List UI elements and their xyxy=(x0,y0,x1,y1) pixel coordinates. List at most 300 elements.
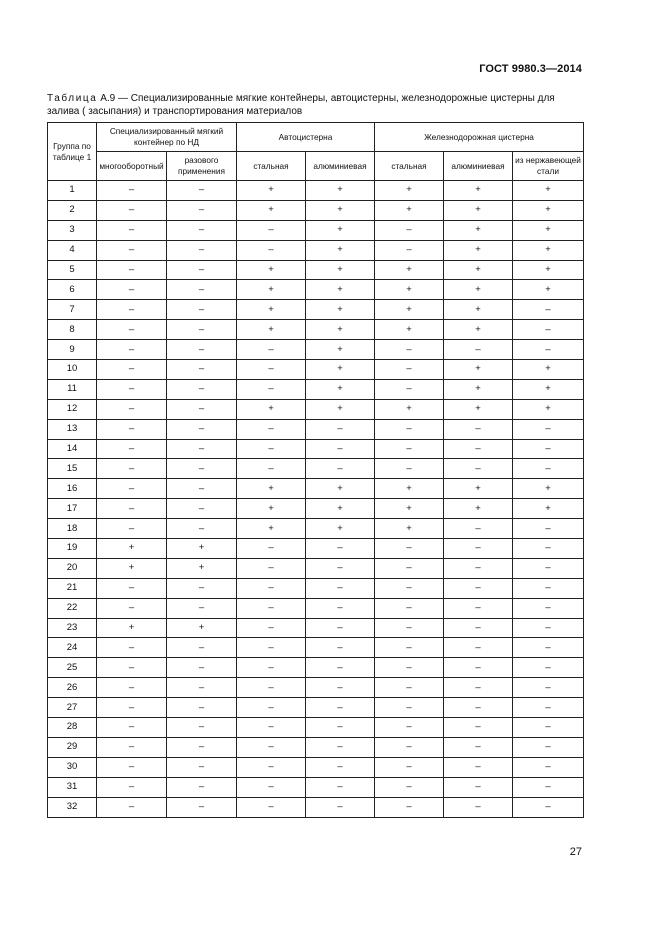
rail-steel-cell: – xyxy=(375,718,444,738)
rail-aluminium-cell: + xyxy=(444,220,513,240)
single-use-cell: – xyxy=(167,399,237,419)
rail-aluminium-cell: + xyxy=(444,479,513,499)
reusable-cell: – xyxy=(97,678,167,698)
rail-stainless-cell: – xyxy=(513,638,584,658)
table-row xyxy=(48,678,584,698)
reusable-cell: – xyxy=(97,638,167,658)
rail-steel-cell: – xyxy=(375,658,444,678)
table-row xyxy=(48,797,584,817)
road-aluminium-cell: + xyxy=(306,360,375,380)
header-road-tanker: Автоцистерна xyxy=(237,123,375,152)
road-steel-cell: – xyxy=(237,678,306,698)
table-row xyxy=(48,360,584,380)
road-aluminium-cell: – xyxy=(306,698,375,718)
table-row xyxy=(48,718,584,738)
single-use-cell: – xyxy=(167,379,237,399)
group-number-cell: 21 xyxy=(48,578,97,598)
road-steel-cell: – xyxy=(237,419,306,439)
road-steel-cell: – xyxy=(237,757,306,777)
road-aluminium-cell: – xyxy=(306,718,375,738)
table-row xyxy=(48,658,584,678)
rail-stainless-cell: + xyxy=(513,479,584,499)
rail-stainless-cell: – xyxy=(513,718,584,738)
rail-steel-cell: – xyxy=(375,618,444,638)
header-soft-container: Специализированный мягкий контейнер по НД xyxy=(97,123,237,152)
group-number-cell: 26 xyxy=(48,678,97,698)
road-aluminium-cell: – xyxy=(306,598,375,618)
single-use-cell: – xyxy=(167,280,237,300)
group-number-cell: 19 xyxy=(48,539,97,559)
rail-steel-cell: + xyxy=(375,519,444,539)
table-row xyxy=(48,618,584,638)
single-use-cell: – xyxy=(167,340,237,360)
rail-aluminium-cell: + xyxy=(444,320,513,340)
road-aluminium-cell: – xyxy=(306,737,375,757)
reusable-cell: – xyxy=(97,439,167,459)
rail-stainless-cell: + xyxy=(513,220,584,240)
rail-stainless-cell: – xyxy=(513,300,584,320)
group-number-cell: 18 xyxy=(48,519,97,539)
single-use-cell: – xyxy=(167,757,237,777)
road-steel-cell: + xyxy=(237,280,306,300)
rail-aluminium-cell: – xyxy=(444,737,513,757)
single-use-cell: – xyxy=(167,459,237,479)
table-row xyxy=(48,419,584,439)
rail-stainless-cell: + xyxy=(513,499,584,519)
subheader-rail-stainless: из нержавеющей стали xyxy=(513,152,584,181)
single-use-cell: + xyxy=(167,539,237,559)
rail-steel-cell: – xyxy=(375,340,444,360)
road-steel-cell: – xyxy=(237,558,306,578)
group-number-cell: 23 xyxy=(48,618,97,638)
rail-stainless-cell: – xyxy=(513,459,584,479)
group-number-cell: 22 xyxy=(48,598,97,618)
rail-steel-cell: – xyxy=(375,757,444,777)
rail-steel-cell: – xyxy=(375,638,444,658)
road-steel-cell: + xyxy=(237,399,306,419)
rail-aluminium-cell: – xyxy=(444,519,513,539)
group-number-cell: 7 xyxy=(48,300,97,320)
document-id: ГОСТ 9980.3—2014 xyxy=(479,63,582,75)
rail-stainless-cell: – xyxy=(513,737,584,757)
reusable-cell: – xyxy=(97,479,167,499)
road-steel-cell: – xyxy=(237,340,306,360)
rail-steel-cell: + xyxy=(375,260,444,280)
reusable-cell: – xyxy=(97,777,167,797)
single-use-cell: – xyxy=(167,479,237,499)
single-use-cell: – xyxy=(167,578,237,598)
road-aluminium-cell: – xyxy=(306,539,375,559)
reusable-cell: – xyxy=(97,379,167,399)
rail-steel-cell: – xyxy=(375,578,444,598)
rail-stainless-cell: – xyxy=(513,678,584,698)
rail-aluminium-cell: – xyxy=(444,777,513,797)
single-use-cell: – xyxy=(167,320,237,340)
single-use-cell: – xyxy=(167,598,237,618)
rail-stainless-cell: – xyxy=(513,618,584,638)
table-row xyxy=(48,777,584,797)
table-row xyxy=(48,320,584,340)
group-number-cell: 15 xyxy=(48,459,97,479)
group-number-cell: 30 xyxy=(48,757,97,777)
rail-steel-cell: – xyxy=(375,777,444,797)
reusable-cell: – xyxy=(97,718,167,738)
single-use-cell: – xyxy=(167,200,237,220)
reusable-cell: – xyxy=(97,300,167,320)
rail-steel-cell: – xyxy=(375,698,444,718)
reusable-cell: – xyxy=(97,220,167,240)
rail-stainless-cell: – xyxy=(513,558,584,578)
road-steel-cell: – xyxy=(237,797,306,817)
rail-steel-cell: + xyxy=(375,181,444,201)
group-number-cell: 25 xyxy=(48,658,97,678)
reusable-cell: – xyxy=(97,320,167,340)
rail-stainless-cell: – xyxy=(513,777,584,797)
rail-aluminium-cell: + xyxy=(444,300,513,320)
group-number-cell: 31 xyxy=(48,777,97,797)
table-row xyxy=(48,181,584,201)
reusable-cell: – xyxy=(97,578,167,598)
single-use-cell: – xyxy=(167,419,237,439)
road-steel-cell: – xyxy=(237,618,306,638)
reusable-cell: + xyxy=(97,558,167,578)
table-caption-text: А.9 — Специализированные мягкие контейнеры, автоцистерны, железнодорожные цистерны для залива ( засыпания) и транспортирования материалов xyxy=(47,93,555,117)
rail-aluminium-cell: – xyxy=(444,439,513,459)
table-row xyxy=(48,638,584,658)
table-row xyxy=(48,439,584,459)
road-aluminium-cell: + xyxy=(306,399,375,419)
table-row xyxy=(48,240,584,260)
subheader-road-steel: стальная xyxy=(237,152,306,181)
road-steel-cell: – xyxy=(237,439,306,459)
table-row xyxy=(48,578,584,598)
road-steel-cell: – xyxy=(237,379,306,399)
table-row xyxy=(48,757,584,777)
road-steel-cell: – xyxy=(237,698,306,718)
table-row xyxy=(48,399,584,419)
group-number-cell: 20 xyxy=(48,558,97,578)
rail-steel-cell: + xyxy=(375,200,444,220)
group-number-cell: 9 xyxy=(48,340,97,360)
reusable-cell: – xyxy=(97,757,167,777)
reusable-cell: + xyxy=(97,539,167,559)
rail-stainless-cell: + xyxy=(513,280,584,300)
rail-aluminium-cell: – xyxy=(444,718,513,738)
rail-aluminium-cell: – xyxy=(444,797,513,817)
rail-stainless-cell: – xyxy=(513,519,584,539)
table-body xyxy=(48,181,584,818)
subheader-road-aluminium: алюминиевая xyxy=(306,152,375,181)
rail-aluminium-cell: – xyxy=(444,698,513,718)
rail-stainless-cell: – xyxy=(513,578,584,598)
road-steel-cell: + xyxy=(237,320,306,340)
rail-stainless-cell: – xyxy=(513,757,584,777)
single-use-cell: – xyxy=(167,678,237,698)
road-steel-cell: + xyxy=(237,479,306,499)
table-row xyxy=(48,558,584,578)
reusable-cell: – xyxy=(97,519,167,539)
group-number-cell: 24 xyxy=(48,638,97,658)
reusable-cell: – xyxy=(97,399,167,419)
rail-stainless-cell: – xyxy=(513,539,584,559)
table-caption-label: Таблица xyxy=(47,93,98,104)
reusable-cell: – xyxy=(97,737,167,757)
single-use-cell: – xyxy=(167,499,237,519)
road-aluminium-cell: + xyxy=(306,479,375,499)
subheader-single-use: разового применения xyxy=(167,152,237,181)
group-number-cell: 1 xyxy=(48,181,97,201)
header-group-column: Группа по таблице 1 xyxy=(48,123,97,181)
group-number-cell: 12 xyxy=(48,399,97,419)
rail-steel-cell: + xyxy=(375,300,444,320)
single-use-cell: + xyxy=(167,558,237,578)
road-aluminium-cell: – xyxy=(306,797,375,817)
rail-aluminium-cell: – xyxy=(444,459,513,479)
table-row xyxy=(48,379,584,399)
rail-aluminium-cell: – xyxy=(444,340,513,360)
reusable-cell: – xyxy=(97,419,167,439)
rail-stainless-cell: + xyxy=(513,360,584,380)
rail-aluminium-cell: – xyxy=(444,678,513,698)
rail-steel-cell: – xyxy=(375,797,444,817)
table-row xyxy=(48,539,584,559)
road-aluminium-cell: + xyxy=(306,200,375,220)
rail-steel-cell: – xyxy=(375,419,444,439)
single-use-cell: – xyxy=(167,220,237,240)
rail-stainless-cell: – xyxy=(513,439,584,459)
group-number-cell: 4 xyxy=(48,240,97,260)
road-steel-cell: + xyxy=(237,499,306,519)
rail-steel-cell: + xyxy=(375,280,444,300)
rail-aluminium-cell: – xyxy=(444,658,513,678)
rail-steel-cell: + xyxy=(375,399,444,419)
group-number-cell: 6 xyxy=(48,280,97,300)
road-aluminium-cell: + xyxy=(306,320,375,340)
page-number: 27 xyxy=(569,846,582,858)
rail-stainless-cell: + xyxy=(513,240,584,260)
reusable-cell: – xyxy=(97,598,167,618)
road-aluminium-cell: – xyxy=(306,757,375,777)
road-aluminium-cell: – xyxy=(306,578,375,598)
single-use-cell: – xyxy=(167,300,237,320)
group-number-cell: 29 xyxy=(48,737,97,757)
group-number-cell: 32 xyxy=(48,797,97,817)
single-use-cell: – xyxy=(167,439,237,459)
reusable-cell: – xyxy=(97,340,167,360)
road-steel-cell: – xyxy=(237,459,306,479)
reusable-cell: – xyxy=(97,658,167,678)
rail-aluminium-cell: + xyxy=(444,181,513,201)
road-aluminium-cell: – xyxy=(306,558,375,578)
rail-stainless-cell: – xyxy=(513,797,584,817)
rail-steel-cell: – xyxy=(375,737,444,757)
group-number-cell: 27 xyxy=(48,698,97,718)
single-use-cell: – xyxy=(167,260,237,280)
road-aluminium-cell: – xyxy=(306,459,375,479)
rail-aluminium-cell: + xyxy=(444,360,513,380)
rail-aluminium-cell: – xyxy=(444,638,513,658)
rail-stainless-cell: + xyxy=(513,379,584,399)
road-aluminium-cell: + xyxy=(306,220,375,240)
rail-steel-cell: + xyxy=(375,479,444,499)
rail-aluminium-cell: + xyxy=(444,399,513,419)
road-aluminium-cell: – xyxy=(306,777,375,797)
road-steel-cell: – xyxy=(237,578,306,598)
road-steel-cell: – xyxy=(237,638,306,658)
road-aluminium-cell: – xyxy=(306,618,375,638)
rail-steel-cell: + xyxy=(375,499,444,519)
rail-aluminium-cell: + xyxy=(444,280,513,300)
group-number-cell: 8 xyxy=(48,320,97,340)
header-rail-tanker: Железнодорожная цистерна xyxy=(375,123,584,152)
road-aluminium-cell: + xyxy=(306,300,375,320)
table-row xyxy=(48,220,584,240)
subheader-rail-aluminium: алюминиевая xyxy=(444,152,513,181)
road-steel-cell: – xyxy=(237,539,306,559)
reusable-cell: – xyxy=(97,200,167,220)
rail-aluminium-cell: – xyxy=(444,419,513,439)
rail-aluminium-cell: + xyxy=(444,240,513,260)
table-row xyxy=(48,300,584,320)
rail-stainless-cell: – xyxy=(513,598,584,618)
group-number-cell: 16 xyxy=(48,479,97,499)
rail-steel-cell: – xyxy=(375,240,444,260)
road-steel-cell: – xyxy=(237,240,306,260)
reusable-cell: – xyxy=(97,499,167,519)
reusable-cell: + xyxy=(97,618,167,638)
road-steel-cell: – xyxy=(237,718,306,738)
single-use-cell: + xyxy=(167,618,237,638)
road-aluminium-cell: + xyxy=(306,280,375,300)
rail-stainless-cell: – xyxy=(513,419,584,439)
road-aluminium-cell: + xyxy=(306,181,375,201)
table-row xyxy=(48,200,584,220)
road-aluminium-cell: – xyxy=(306,678,375,698)
rail-steel-cell: – xyxy=(375,539,444,559)
reusable-cell: – xyxy=(97,240,167,260)
rail-aluminium-cell: – xyxy=(444,618,513,638)
group-number-cell: 17 xyxy=(48,499,97,519)
rail-aluminium-cell: + xyxy=(444,260,513,280)
road-steel-cell: – xyxy=(237,737,306,757)
rail-aluminium-cell: – xyxy=(444,539,513,559)
road-aluminium-cell: – xyxy=(306,419,375,439)
table-row xyxy=(48,280,584,300)
rail-aluminium-cell: – xyxy=(444,757,513,777)
rail-steel-cell: – xyxy=(375,439,444,459)
single-use-cell: – xyxy=(167,638,237,658)
table-row xyxy=(48,260,584,280)
rail-steel-cell: + xyxy=(375,320,444,340)
single-use-cell: – xyxy=(167,737,237,757)
data-table xyxy=(47,122,584,818)
road-aluminium-cell: + xyxy=(306,260,375,280)
road-aluminium-cell: – xyxy=(306,658,375,678)
road-steel-cell: – xyxy=(237,598,306,618)
table-row xyxy=(48,737,584,757)
rail-steel-cell: – xyxy=(375,360,444,380)
road-steel-cell: + xyxy=(237,519,306,539)
reusable-cell: – xyxy=(97,698,167,718)
rail-aluminium-cell: – xyxy=(444,598,513,618)
rail-steel-cell: – xyxy=(375,678,444,698)
road-steel-cell: – xyxy=(237,777,306,797)
table-row xyxy=(48,479,584,499)
table-row xyxy=(48,519,584,539)
rail-stainless-cell: + xyxy=(513,399,584,419)
group-number-cell: 28 xyxy=(48,718,97,738)
rail-aluminium-cell: – xyxy=(444,578,513,598)
rail-stainless-cell: + xyxy=(513,200,584,220)
rail-steel-cell: – xyxy=(375,220,444,240)
single-use-cell: – xyxy=(167,777,237,797)
rail-steel-cell: – xyxy=(375,459,444,479)
rail-stainless-cell: – xyxy=(513,698,584,718)
rail-steel-cell: – xyxy=(375,558,444,578)
table-row xyxy=(48,598,584,618)
road-steel-cell: + xyxy=(237,300,306,320)
rail-aluminium-cell: + xyxy=(444,200,513,220)
rail-steel-cell: – xyxy=(375,598,444,618)
rail-stainless-cell: – xyxy=(513,658,584,678)
single-use-cell: – xyxy=(167,181,237,201)
rail-stainless-cell: + xyxy=(513,181,584,201)
reusable-cell: – xyxy=(97,280,167,300)
rail-stainless-cell: – xyxy=(513,340,584,360)
rail-aluminium-cell: – xyxy=(444,558,513,578)
single-use-cell: – xyxy=(167,797,237,817)
group-number-cell: 2 xyxy=(48,200,97,220)
group-number-cell: 10 xyxy=(48,360,97,380)
road-aluminium-cell: + xyxy=(306,499,375,519)
road-aluminium-cell: + xyxy=(306,240,375,260)
rail-stainless-cell: – xyxy=(513,320,584,340)
road-steel-cell: – xyxy=(237,360,306,380)
single-use-cell: – xyxy=(167,519,237,539)
group-number-cell: 3 xyxy=(48,220,97,240)
single-use-cell: – xyxy=(167,360,237,380)
rail-stainless-cell: + xyxy=(513,260,584,280)
road-aluminium-cell: – xyxy=(306,439,375,459)
group-number-cell: 11 xyxy=(48,379,97,399)
table-caption xyxy=(47,92,587,118)
table-row xyxy=(48,698,584,718)
road-steel-cell: + xyxy=(237,260,306,280)
road-steel-cell: – xyxy=(237,658,306,678)
reusable-cell: – xyxy=(97,360,167,380)
road-steel-cell: + xyxy=(237,181,306,201)
road-aluminium-cell: + xyxy=(306,340,375,360)
group-number-cell: 5 xyxy=(48,260,97,280)
single-use-cell: – xyxy=(167,698,237,718)
road-steel-cell: + xyxy=(237,200,306,220)
road-steel-cell: – xyxy=(237,220,306,240)
group-number-cell: 13 xyxy=(48,419,97,439)
table-row xyxy=(48,499,584,519)
reusable-cell: – xyxy=(97,797,167,817)
rail-aluminium-cell: + xyxy=(444,499,513,519)
road-aluminium-cell: + xyxy=(306,519,375,539)
road-aluminium-cell: – xyxy=(306,638,375,658)
group-number-cell: 14 xyxy=(48,439,97,459)
table-row xyxy=(48,340,584,360)
rail-steel-cell: – xyxy=(375,379,444,399)
reusable-cell: – xyxy=(97,260,167,280)
single-use-cell: – xyxy=(167,718,237,738)
road-aluminium-cell: + xyxy=(306,379,375,399)
single-use-cell: – xyxy=(167,240,237,260)
reusable-cell: – xyxy=(97,181,167,201)
